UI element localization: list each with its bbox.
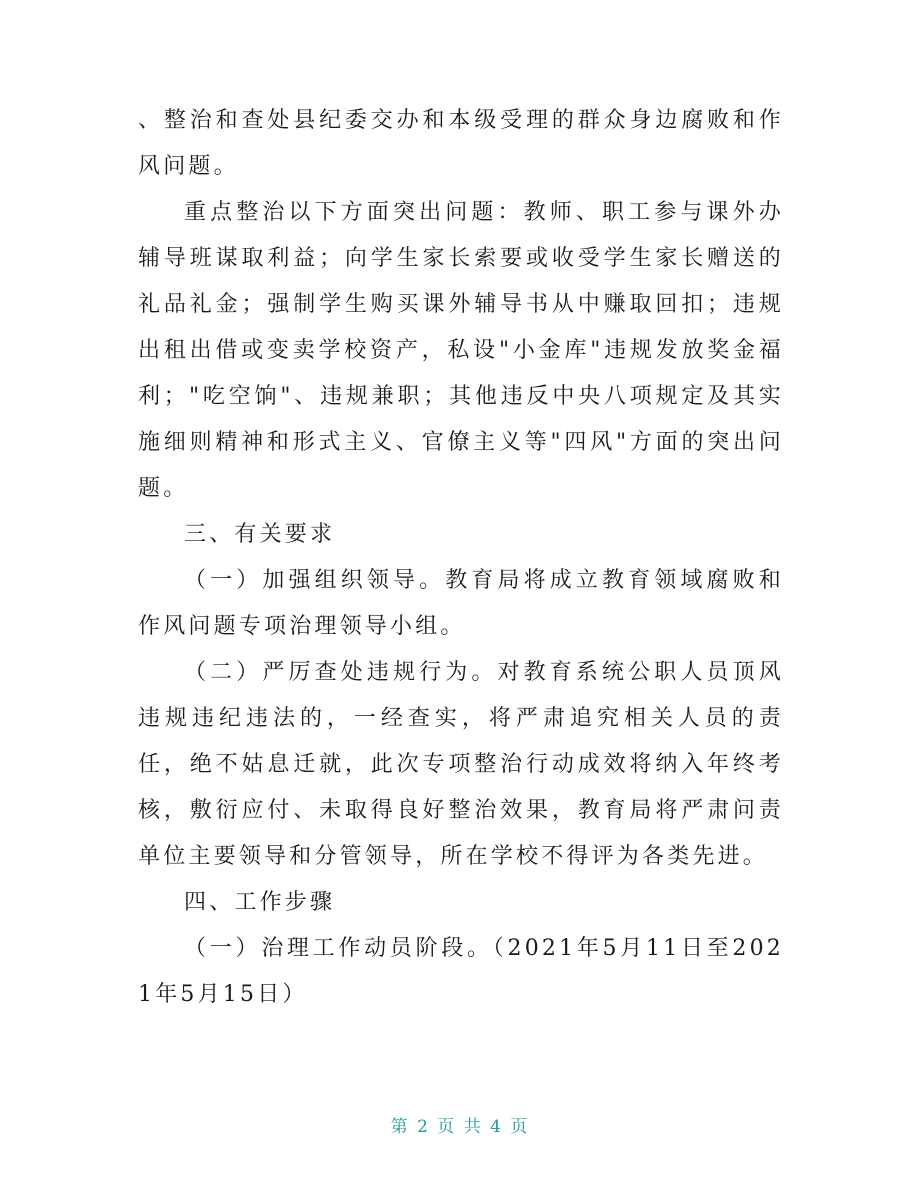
page-number-footer: 第 2 页 共 4 页 bbox=[390, 1117, 530, 1137]
section-heading-steps: 四、工作步骤 bbox=[184, 890, 336, 915]
paragraph-investigation: （二）严厉查处违规行为。对教育系统公职人员顶风违规违纪违法的，一经查实，将严肃追究相关人员的责任，绝不姑息迁就，此次专项整治行动成效将纳入年终考核，敷衍应付、未取得良好整治效果，教育局将严肃问责单位主要领导和分管领导，所在学校不得评为各类先进。 bbox=[138, 660, 784, 869]
paragraph-mobilization-stage: （一）治理工作动员阶段。（2021年5月11日至2021年5月15日） bbox=[138, 936, 784, 1007]
paragraph-leadership: （一）加强组织领导。教育局将成立教育领域腐败和作风问题专项治理领导小组。 bbox=[138, 568, 784, 639]
section-heading-requirements: 三、有关要求 bbox=[184, 522, 336, 547]
paragraph-continuation: 、整治和查处县纪委交办和本级受理的群众身边腐败和作风问题。 bbox=[138, 108, 784, 179]
paragraph-key-issues: 重点整治以下方面突出问题：教师、职工参与课外办辅导班谋取利益；向学生家长索要或收受学生家长赠送的礼品礼金；强制学生购买课外辅导书从中赚取回扣；违规出租出借或变卖学校资产，私设"小金库"违规发放奖金福利；"吃空饷"、违规兼职；其他违反中央八项规定及其实施细则精神和形式主义、官僚主义等"四风"方面的突出问题。 bbox=[138, 200, 784, 501]
document-body bbox=[138, 98, 784, 1018]
